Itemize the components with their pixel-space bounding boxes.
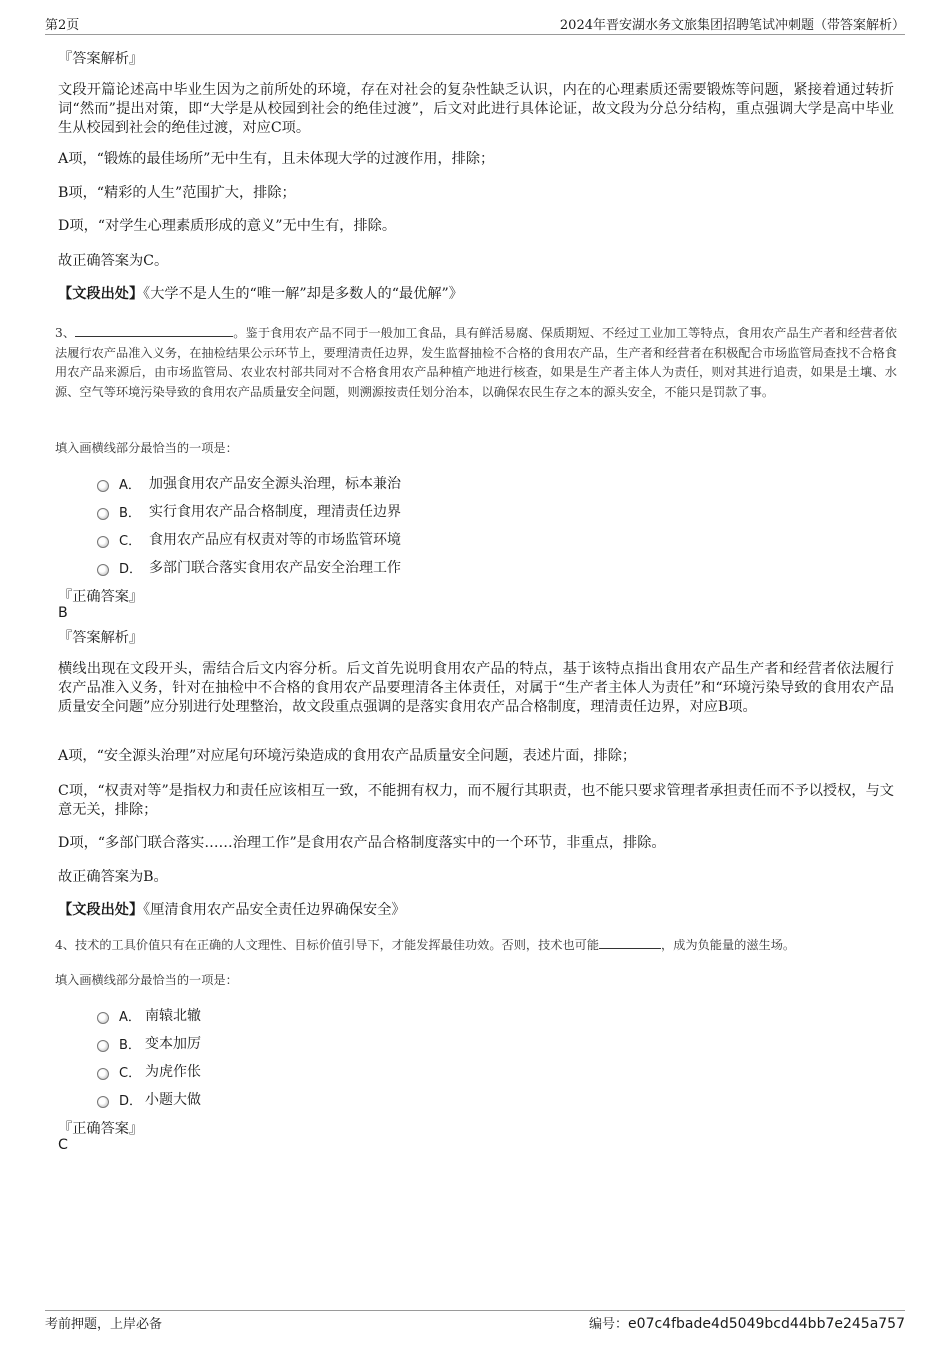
- q3-analysis-option-d: D项，“多部门联合落实……治理工作”是食用农产品合格制度落实中的一个环节，非重点，排除。: [58, 835, 666, 851]
- q3-conclusion: 故正确答案为B。: [58, 869, 168, 885]
- q3-answer: B: [58, 605, 68, 621]
- q4-stem-pre: 技术的工具价值只有在正确的人文理性、目标价值引导下，才能发挥最佳功效。否则，技术也可能: [74, 938, 600, 952]
- q4-option-a[interactable]: [97, 1005, 201, 1025]
- q3-option-d[interactable]: [97, 557, 401, 577]
- q3-analysis-option-a: A项，“安全源头治理”对应尾句环境污染造成的食用农产品质量安全问题，表述片面，排除；: [58, 748, 637, 764]
- radio-button[interactable]: [97, 564, 109, 576]
- q2-analysis-option-a: A项，“锻炼的最佳场所”无中生有，且未体现大学的过渡作用，排除；: [58, 151, 495, 167]
- document-code: [589, 1313, 905, 1332]
- option-text: 小题大做: [145, 1092, 201, 1108]
- q2-conclusion: 故正确答案为C。: [58, 253, 169, 269]
- option-letter: C．: [119, 533, 142, 549]
- radio-button[interactable]: [97, 1040, 109, 1052]
- q3-source: [58, 901, 894, 920]
- q3-option-b[interactable]: [97, 501, 401, 521]
- q3-option-c[interactable]: [97, 529, 401, 549]
- q2-analysis-option-d: D项，“对学生心理素质形成的意义”无中生有，排除。: [58, 218, 397, 234]
- q4-instruction: 填入画横线部分最恰当的一项是：: [55, 973, 238, 987]
- q3-answer-label: 『正确答案』: [58, 589, 144, 605]
- q3-blank: [75, 324, 233, 337]
- q4-number: 4、: [55, 938, 75, 952]
- radio-button[interactable]: [97, 480, 109, 492]
- page-header: [45, 14, 905, 35]
- page-footer: [45, 1310, 905, 1332]
- option-letter: A．: [119, 477, 141, 493]
- radio-button[interactable]: [97, 1096, 109, 1108]
- q4-stem-post: ，成为负能量的滋生场。: [661, 938, 796, 952]
- q3-analysis-paragraph: 横线出现在文段开头，需结合后文内容分析。后文首先说明食用农产品的特点，基于该特点指出食用农产品生产者和经营者依法履行农产品准入义务，针对在抽检中不合格的食用农产品要理清各主体责任，对属于“生产者主体人为责任”和“环境污染导致的食用农产品质量安全问题”应分别进行处理整治，故文段重点强调的是落实食用农产品合格制度，理清责任边界，对应B项。: [58, 661, 894, 715]
- radio-button[interactable]: [97, 1012, 109, 1024]
- option-letter: D．: [119, 1093, 143, 1109]
- q4-stem: [55, 936, 897, 956]
- code-value: e07c4fbade4d5049bcd44bb7e245a757: [628, 1316, 905, 1332]
- radio-button[interactable]: [97, 536, 109, 548]
- q4-option-b[interactable]: [97, 1033, 201, 1053]
- q2-analysis-paragraph: 文段开篇论述高中毕业生因为之前所处的环境，存在对社会的复杂性缺乏认识，内在的心理素质还需要锻炼等问题，紧接着通过转折词“然而”提出对策，即“大学是从校园到社会的绝佳过渡”，后文对此进行具体论证，故文段为分总分结构，重点强调大学是高中毕业生从校园到社会的绝佳过渡，对应C项。: [58, 82, 894, 136]
- q3-number: 3、: [55, 326, 76, 340]
- q3-option-a[interactable]: [97, 473, 401, 493]
- q4-answer-label: 『正确答案』: [58, 1121, 144, 1137]
- radio-button[interactable]: [97, 508, 109, 520]
- option-text: 多部门联合落实食用农产品安全治理工作: [149, 560, 401, 576]
- option-text: 实行食用农产品合格制度，理清责任边界: [149, 504, 401, 520]
- q2-source-title: 《大学不是人生的“唯一解”却是多数人的“最优解”》: [143, 286, 463, 302]
- option-letter: B．: [119, 1037, 141, 1053]
- q3-analysis-option-c: C项，“权责对等”是指权力和责任应该相互一致，不能拥有权力，而不履行其职责，也不能只要求管理者承担责任而不予以授权，与文意无关，排除；: [58, 783, 894, 818]
- radio-button[interactable]: [97, 1068, 109, 1080]
- q3-source-title: 《厘清食用农产品安全责任边界确保安全》: [143, 902, 406, 918]
- q3-stem: [55, 324, 897, 402]
- option-text: 南辕北辙: [145, 1008, 201, 1024]
- q2-analysis-option-b: B项，“精彩的人生”范围扩大，排除；: [58, 185, 296, 201]
- q3-instruction: 填入画横线部分最恰当的一项是：: [55, 441, 238, 455]
- option-letter: A．: [119, 1009, 141, 1025]
- option-letter: C．: [119, 1065, 142, 1081]
- option-letter: B．: [119, 505, 141, 521]
- q2-source-tag: 【文段出处】: [58, 286, 144, 302]
- option-text: 为虎作伥: [145, 1064, 201, 1080]
- q2-source: [58, 285, 894, 304]
- page-number: 第2页: [45, 18, 80, 33]
- option-text: 加强食用农产品安全源头治理，标本兼治: [149, 476, 401, 492]
- q3-analysis-label: 『答案解析』: [58, 630, 144, 646]
- q4-option-d[interactable]: [97, 1089, 201, 1109]
- q4-option-c[interactable]: [97, 1061, 201, 1081]
- footer-slogan: 考前押题，上岸必备: [45, 1317, 163, 1332]
- option-text: 食用农产品应有权责对等的市场监管环境: [149, 532, 401, 548]
- q4-blank: [599, 936, 661, 949]
- q4-answer: C: [58, 1137, 68, 1153]
- option-letter: D．: [119, 561, 143, 577]
- q3-source-tag: 【文段出处】: [58, 902, 144, 918]
- q3-stem-text: 。鉴于食用农产品不同于一般加工食品，具有鲜活易腐、保质期短、不经过工业加工等特点，食用农产品生产者和经营者依法履行农产品准入义务，在抽检结果公示环节上，要理清责任边界，发生监督抽检不合格的食用农产品，生产者和经营者在积极配合市场监管局查找不合格食用农产品来源后，由市场监管局、农业农村部共同对不合格食用农产品种植产地进行核查，如果是生产者主体人为责任，则对其进行追责，如果是土壤、水源、空气等环境污染导致的食用农产品质量安全问题，则溯源按责任划分治本，以确保农民生存之本的源头安全，不能只是罚款了事。: [55, 326, 897, 399]
- option-text: 变本加厉: [145, 1036, 201, 1052]
- q2-analysis-label: 『答案解析』: [58, 51, 144, 67]
- document-title: 2024年晋安湖水务文旅集团招聘笔试冲刺题（带答案解析）: [559, 18, 905, 33]
- code-label: 编号：: [589, 1317, 629, 1332]
